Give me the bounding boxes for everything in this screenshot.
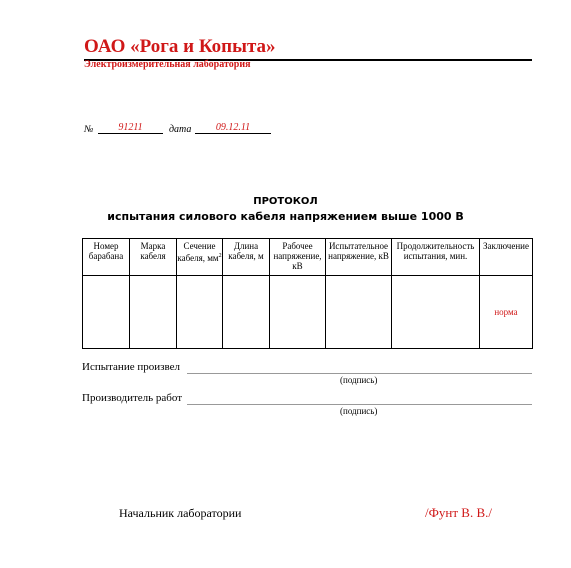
chief-label: Начальник лаборатории — [119, 506, 242, 520]
column-header-cross-section: Сечение кабеля, $мм^2$ — [177, 239, 223, 276]
cell-length — [223, 276, 270, 349]
cell-cable-brand — [130, 276, 177, 349]
table-row — [83, 276, 533, 349]
tester-signature-line — [187, 373, 532, 374]
foreman-signature-line — [187, 404, 532, 405]
table-header-row — [83, 239, 533, 276]
column-header-drum: Номер барабана — [83, 239, 130, 276]
document-title: ПРОТОКОЛ — [253, 196, 318, 207]
cell-conclusion: норма — [480, 276, 533, 349]
chief-name: /Фунт В. В./ — [425, 505, 492, 520]
column-header-cable-brand: Марка кабеля — [130, 239, 177, 276]
lab-subtitle: Электроизмерительная лаборатория — [84, 59, 251, 70]
cell-working-voltage — [270, 276, 326, 349]
column-header-working-voltage: Рабочее напряжение, кВ — [270, 239, 326, 276]
tester-label: Испытание произвел — [82, 361, 180, 373]
column-header-duration: Продолжительность испытания, мин. — [392, 239, 480, 276]
cell-duration — [392, 276, 480, 349]
cell-cross-section — [177, 276, 223, 349]
results-table — [82, 238, 533, 349]
company-name: ОАО «Рога и Копыта» — [84, 36, 276, 57]
cell-drum — [83, 276, 130, 349]
document-subtitle: испытания силового кабеля напряжением выше 1000 В — [107, 210, 464, 223]
date-label: дата — [169, 124, 192, 135]
column-header-length: Длина кабеля, м — [223, 239, 270, 276]
number-label: № — [84, 124, 94, 135]
foreman-label: Производитель работ — [82, 392, 183, 404]
number-value: 91211 — [98, 122, 163, 134]
column-header-test-voltage: Испытательное напряжение, кВ — [326, 239, 392, 276]
tester-signature-caption: (подпись) — [340, 375, 378, 385]
cell-test-voltage — [326, 276, 392, 349]
column-header-conclusion: Заключение — [480, 239, 533, 276]
foreman-signature-caption: (подпись) — [340, 406, 378, 416]
date-value: 09.12.11 — [195, 122, 271, 134]
